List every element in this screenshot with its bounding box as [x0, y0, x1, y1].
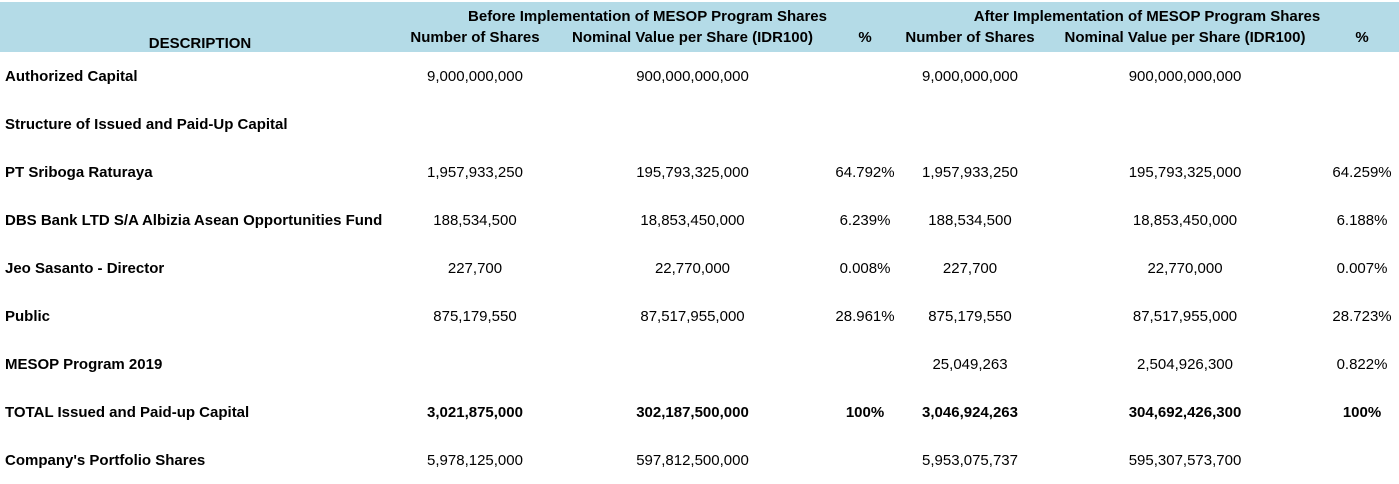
after-nominal-header: Nominal Value per Share (IDR100): [1045, 25, 1325, 52]
after-pct-cell: 0.007%: [1336, 259, 1388, 277]
after-pct-header: %: [1325, 25, 1399, 52]
after-nominal-cell: 195,793,325,000: [1128, 163, 1242, 181]
after-nominal-cell: [1045, 100, 1325, 148]
table-header: [0, 2, 1399, 52]
after-pct-cell: 100%: [1342, 403, 1382, 421]
description-cell: MESOP Program 2019: [5, 355, 163, 373]
after-nominal-cell: 2,504,926,300: [1137, 355, 1233, 373]
after-shares-cell: 5,953,075,737: [922, 451, 1018, 469]
after-nominal-cell: 595,307,573,700: [1128, 451, 1242, 469]
before-shares-cell: 9,000,000,000: [427, 67, 523, 85]
before-nominal-header: Nominal Value per Share (IDR100): [550, 25, 835, 52]
row-mesop-program-2019: [0, 340, 1399, 388]
row-total-issued-paid-up: [0, 388, 1399, 436]
before-shares-cell: 3,021,875,000: [427, 403, 523, 421]
description-cell: Authorized Capital: [5, 67, 138, 85]
after-shares-cell: 9,000,000,000: [922, 67, 1018, 85]
before-pct-cell: 100%: [845, 403, 885, 421]
row-structure-heading: [0, 100, 1399, 148]
before-nominal-cell: 195,793,325,000: [636, 163, 749, 181]
capital-structure-table: [0, 2, 1399, 484]
before-shares-cell: 875,179,550: [433, 307, 517, 325]
before-pct-header: %: [835, 25, 895, 52]
after-pct-cell: 6.188%: [1336, 211, 1388, 229]
before-shares-cell: [400, 100, 550, 148]
row-company-portfolio-shares: [0, 436, 1399, 484]
before-pct-cell: [835, 436, 895, 484]
before-nominal-cell: 18,853,450,000: [640, 211, 745, 229]
before-nominal-cell: 900,000,000,000: [636, 67, 749, 85]
before-group-header: Before Implementation of MESOP Program Shares: [400, 2, 895, 25]
after-nominal-cell: 900,000,000,000: [1128, 67, 1242, 85]
after-shares-header: Number of Shares: [895, 25, 1045, 52]
before-pct-cell: 6.239%: [839, 211, 891, 229]
after-group-header: After Implementation of MESOP Program Shares: [895, 2, 1399, 25]
before-nominal-cell: 87,517,955,000: [640, 307, 745, 325]
before-pct-cell: [835, 340, 895, 388]
row-public: [0, 292, 1399, 340]
after-shares-cell: 188,534,500: [928, 211, 1012, 229]
after-pct-cell: [1325, 100, 1399, 148]
before-nominal-cell: [550, 340, 835, 388]
before-shares-cell: 1,957,933,250: [427, 163, 523, 181]
after-pct-cell: 0.822%: [1336, 355, 1388, 373]
table-body: [0, 52, 1399, 484]
after-pct-cell: 28.723%: [1332, 307, 1392, 325]
after-nominal-cell: 87,517,955,000: [1132, 307, 1238, 325]
description-cell: DBS Bank LTD S/A Albizia Asean Opportunities Fund: [5, 211, 383, 229]
before-shares-cell: 188,534,500: [433, 211, 517, 229]
before-shares-header: Number of Shares: [400, 25, 550, 52]
before-shares-cell: 227,700: [447, 259, 503, 277]
description-header: DESCRIPTION: [0, 2, 400, 52]
after-shares-cell: 25,049,263: [932, 355, 1008, 373]
before-pct-cell: 0.008%: [839, 259, 891, 277]
before-pct-cell: [835, 52, 895, 100]
after-nominal-cell: 22,770,000: [1147, 259, 1223, 277]
description-cell: Jeo Sasanto - Director: [5, 259, 165, 277]
before-pct-cell: [835, 100, 895, 148]
after-pct-cell: 64.259%: [1332, 163, 1392, 181]
after-nominal-cell: 18,853,450,000: [1132, 211, 1238, 229]
after-shares-cell: 1,957,933,250: [922, 163, 1018, 181]
after-shares-cell: [895, 100, 1045, 148]
header-group-row: [0, 2, 1399, 25]
after-shares-cell: 3,046,924,263: [922, 403, 1018, 421]
description-cell: TOTAL Issued and Paid-up Capital: [5, 403, 250, 421]
description-cell: Structure of Issued and Paid-Up Capital: [5, 115, 288, 133]
description-cell: Company's Portfolio Shares: [5, 451, 206, 469]
row-jeo-sasanto-director: [0, 244, 1399, 292]
after-pct-cell: [1325, 436, 1399, 484]
row-authorized-capital: [0, 52, 1399, 100]
description-cell: Public: [5, 307, 51, 325]
before-nominal-cell: [550, 100, 835, 148]
before-nominal-cell: 22,770,000: [654, 259, 731, 277]
before-pct-cell: 64.792%: [835, 163, 895, 181]
description-cell: PT Sriboga Raturaya: [5, 163, 153, 181]
before-shares-cell: 5,978,125,000: [427, 451, 523, 469]
after-shares-cell: 875,179,550: [928, 307, 1012, 325]
before-pct-cell: 28.961%: [835, 307, 895, 325]
before-nominal-cell: 597,812,500,000: [636, 451, 749, 469]
after-nominal-cell: 304,692,426,300: [1128, 403, 1242, 421]
after-pct-cell: [1325, 52, 1399, 100]
after-shares-cell: 227,700: [942, 259, 998, 277]
before-nominal-cell: 302,187,500,000: [636, 403, 749, 421]
row-dbs-bank: [0, 196, 1399, 244]
before-shares-cell: [400, 340, 550, 388]
row-pt-sriboga-raturaya: [0, 148, 1399, 196]
